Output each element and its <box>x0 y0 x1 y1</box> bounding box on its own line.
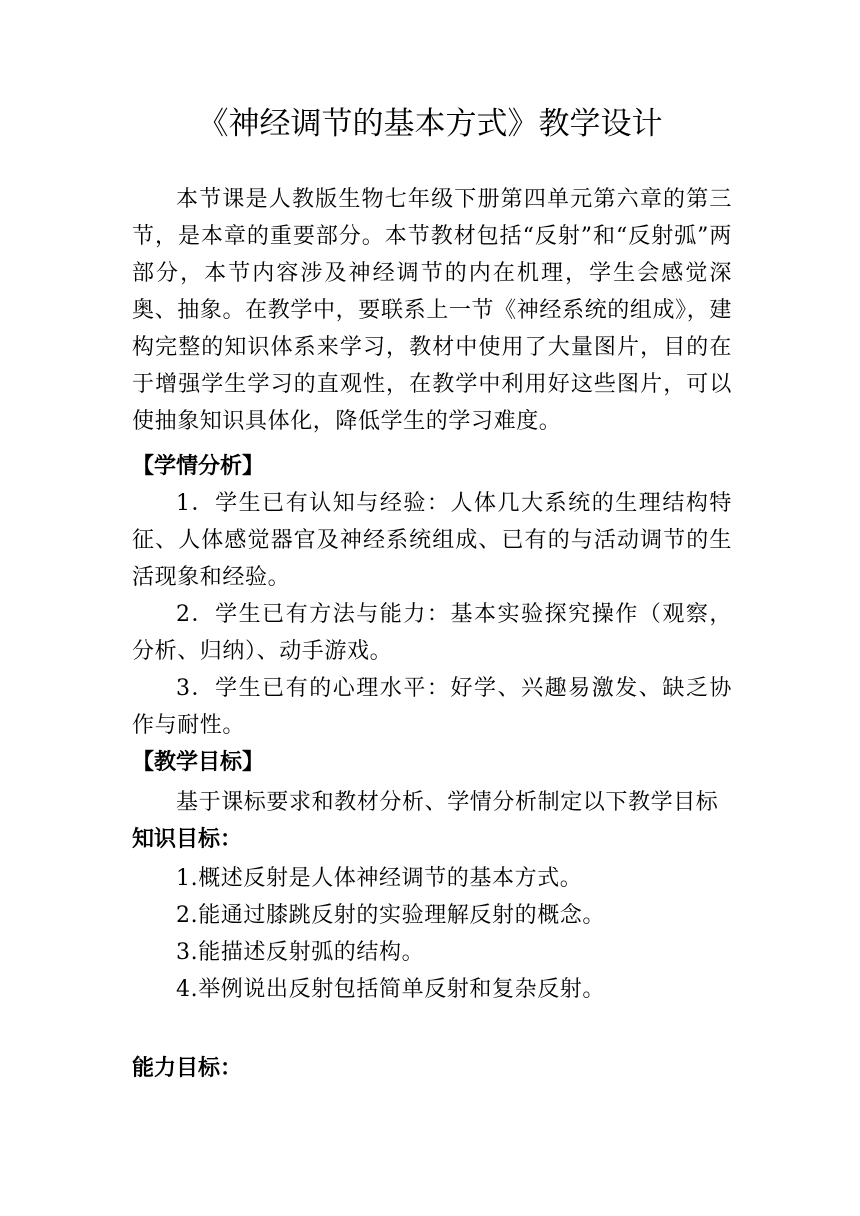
intro-paragraph: 本节课是人教版生物七年级下册第四单元第六章的第三节，是本章的重要部分。本节教材包括“反射”和“反射弧”两部分，本节内容涉及神经调节的内在机理，学生会感觉深奥、抽象。在教学中，要联系上一节《神经系统的组成》，建构完整的知识体系来学习，教材中使用了大量图片，目的在于增强学生学习的直观性，在教学中利用好这些图片，可以使抽象知识具体化，降低学生的学习难度。 <box>132 187 732 434</box>
learning-analysis-item-1: 1．学生已有认知与经验：人体几大系统的生理结构特征、人体感觉器官及神经系统组成、已有的与活动调节的生活现象和经验。 <box>132 491 732 590</box>
document-title: 《神经调节的基本方式》教学设计 <box>197 106 663 142</box>
learning-analysis-item-3: 3．学生已有的心理水平：好学、兴趣易激发、缺乏协作与耐性。 <box>132 676 732 738</box>
teaching-goals-intro: 基于课标要求和教材分析、学情分析制定以下教学目标 <box>176 790 719 815</box>
teaching-goals-heading: 【教学目标】 <box>132 750 265 775</box>
ability-goals-heading: 能力目标： <box>132 1056 243 1081</box>
knowledge-goal-item-2: 2.能通过膝跳反射的实验理解反射的概念。 <box>176 903 605 928</box>
knowledge-goal-item-3: 3.能描述反射弧的结构。 <box>176 940 425 965</box>
knowledge-goal-item-1: 1.概述反射是人体神经调节的基本方式。 <box>176 866 583 891</box>
knowledge-goal-item-4: 4.举例说出反射包括简单反射和复杂反射。 <box>176 977 605 1002</box>
knowledge-goals-heading: 知识目标： <box>132 827 243 852</box>
learning-analysis-heading: 【学情分析】 <box>132 454 265 479</box>
learning-analysis-item-2: 2．学生已有方法与能力：基本实验探究操作（观察，分析、归纳）、动手游戏。 <box>132 602 732 664</box>
